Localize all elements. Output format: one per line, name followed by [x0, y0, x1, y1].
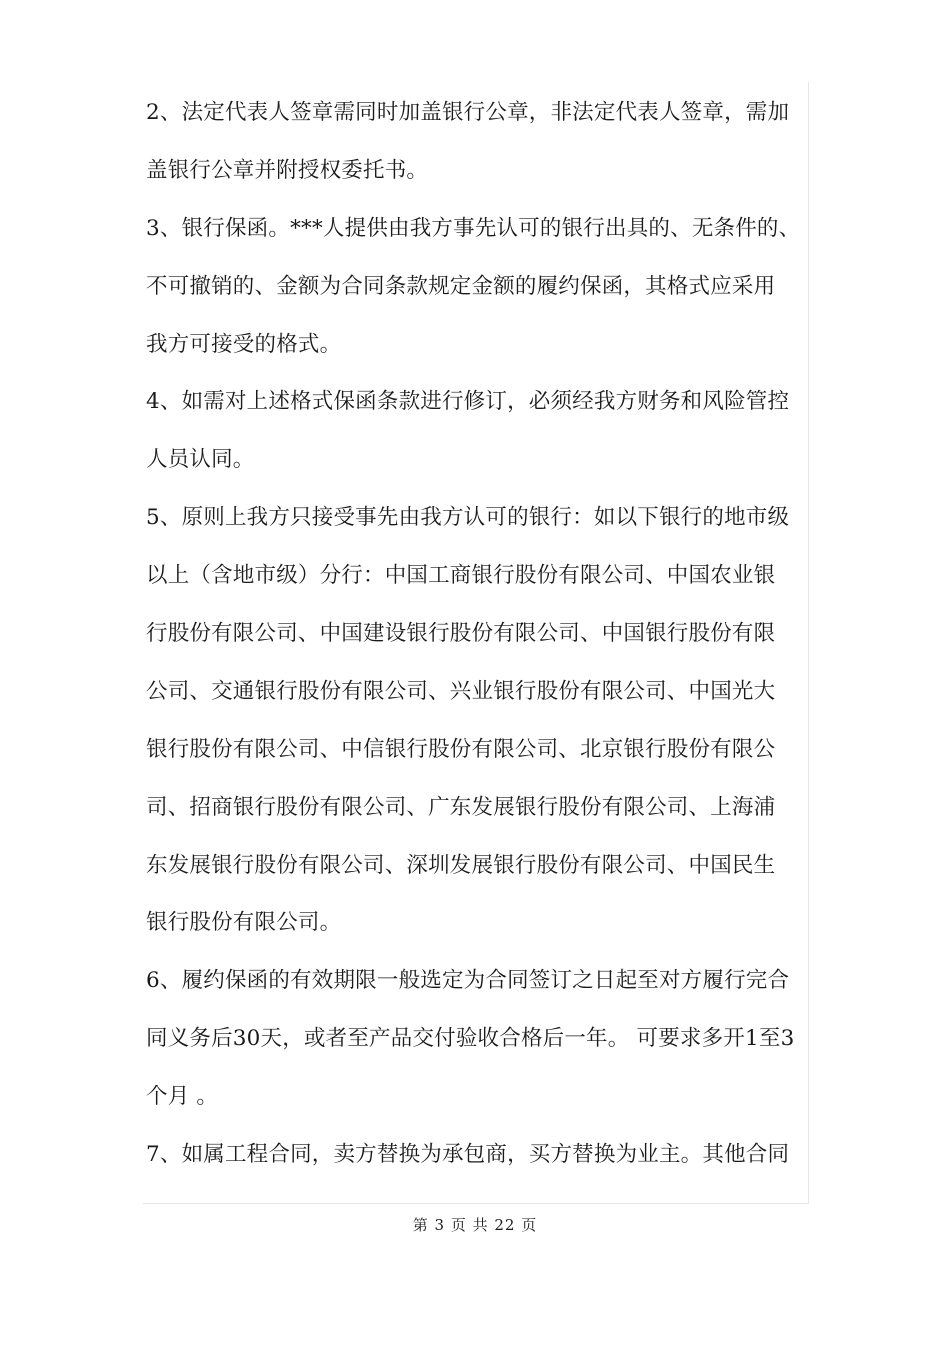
- document-body: [146, 84, 810, 1184]
- text-line: 我方可接受的格式。: [146, 331, 342, 357]
- text-line: 盖银行公章并附授权委托书。: [146, 157, 429, 183]
- text-line: 不可撤销的、金额为合同条款规定金额的履约保函，其格式应采用: [146, 273, 776, 299]
- text-line: 6、履约保函的有效期限一般选定为合同签订之日起至对方履行完合: [146, 968, 790, 994]
- text-line: 3、银行保函。***人提供由我方事先认可的银行出具的、无条件的、: [146, 215, 801, 241]
- text-line: 同义务后30天，或者至产品交付验收合格后一年。 可要求多开1至3: [146, 1026, 795, 1052]
- text-line: 7、如属工程合同，卖方替换为承包商，买方替换为业主。其他合同: [146, 1142, 790, 1168]
- text-line: 公司、交通银行股份有限公司、兴业银行股份有限公司、中国光大: [146, 678, 776, 704]
- text-line: 5、原则上我方只接受事先由我方认可的银行：如以下银行的地市级: [146, 505, 790, 531]
- text-line: 司、招商银行股份有限公司、广东发展银行股份有限公司、上海浦: [146, 794, 776, 820]
- text-line: 银行股份有限公司。: [146, 910, 342, 936]
- text-line: 东发展银行股份有限公司、深圳发展银行股份有限公司、中国民生: [146, 852, 776, 878]
- page-number: 第 3 页 共 22 页: [412, 1216, 538, 1234]
- text-line: 4、如需对上述格式保函条款进行修订，必须经我方财务和风险管控: [146, 389, 790, 415]
- text-line: 人员认同。: [146, 447, 255, 473]
- text-line: 银行股份有限公司、中信银行股份有限公司、北京银行股份有限公: [146, 736, 776, 762]
- text-line: 2、法定代表人签章需同时加盖银行公章，非法定代表人签章，需加: [146, 100, 790, 125]
- text-line: 行股份有限公司、中国建设银行股份有限公司、中国银行股份有限: [146, 621, 776, 647]
- text-line: 以上（含地市级）分行：中国工商银行股份有限公司、中国农业银: [146, 563, 776, 589]
- text-line: 个月 。: [146, 1084, 219, 1110]
